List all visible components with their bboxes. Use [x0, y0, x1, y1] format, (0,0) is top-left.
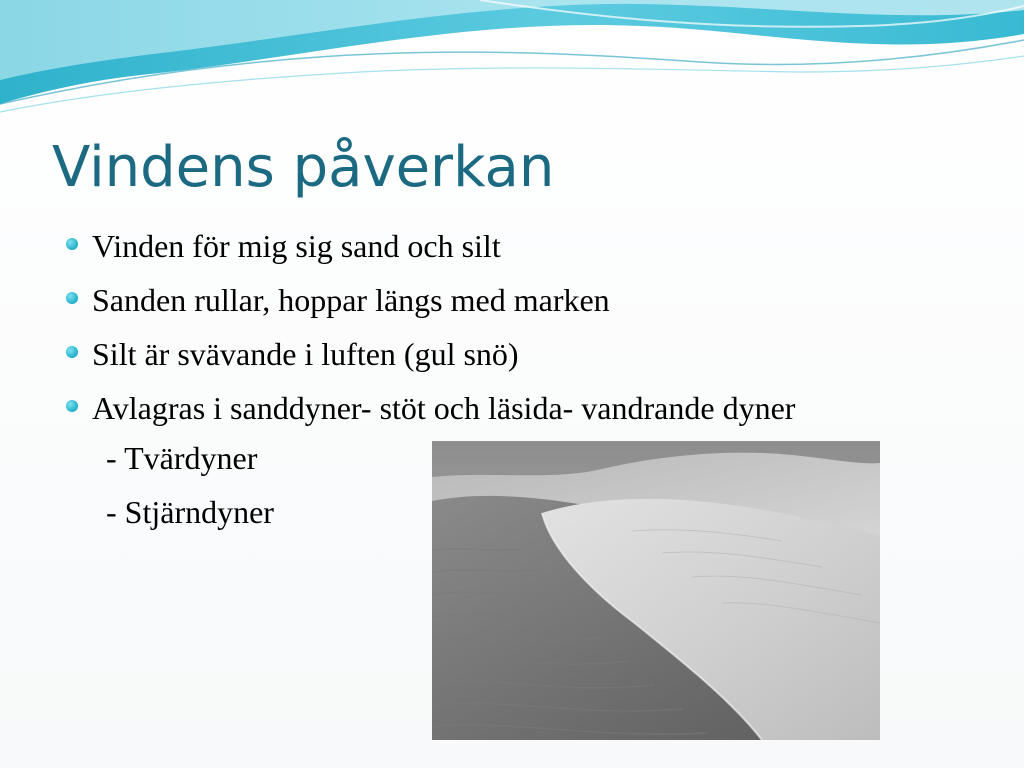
wave-banner: [0, 0, 1024, 120]
bullet-icon: [66, 346, 78, 358]
bullet-text: Sanden rullar, hoppar längs med marken: [92, 282, 610, 318]
bullet-icon: [66, 238, 78, 250]
bullet-text: Avlagras i sanddyner- stöt och läsida- vandrande dyner: [92, 390, 796, 426]
bullet-item: [66, 332, 906, 376]
slide-title: Vindens påverkan: [52, 135, 555, 200]
sand-dune-photo: [432, 441, 880, 740]
bullet-item: [66, 278, 906, 322]
bullet-list: [66, 224, 906, 430]
bullet-item: [66, 224, 906, 268]
sub-item-stjarndyner: - Stjärndyner: [106, 494, 274, 530]
bullet-icon: [66, 292, 78, 304]
sub-item-tvardyner: - Tvärdyner: [106, 440, 258, 476]
bullet-text: Silt är svävande i luften (gul snö): [92, 336, 519, 372]
bullet-item: [66, 386, 906, 430]
bullet-icon: [66, 400, 78, 412]
bullet-text: Vinden för mig sig sand och silt: [92, 228, 501, 264]
